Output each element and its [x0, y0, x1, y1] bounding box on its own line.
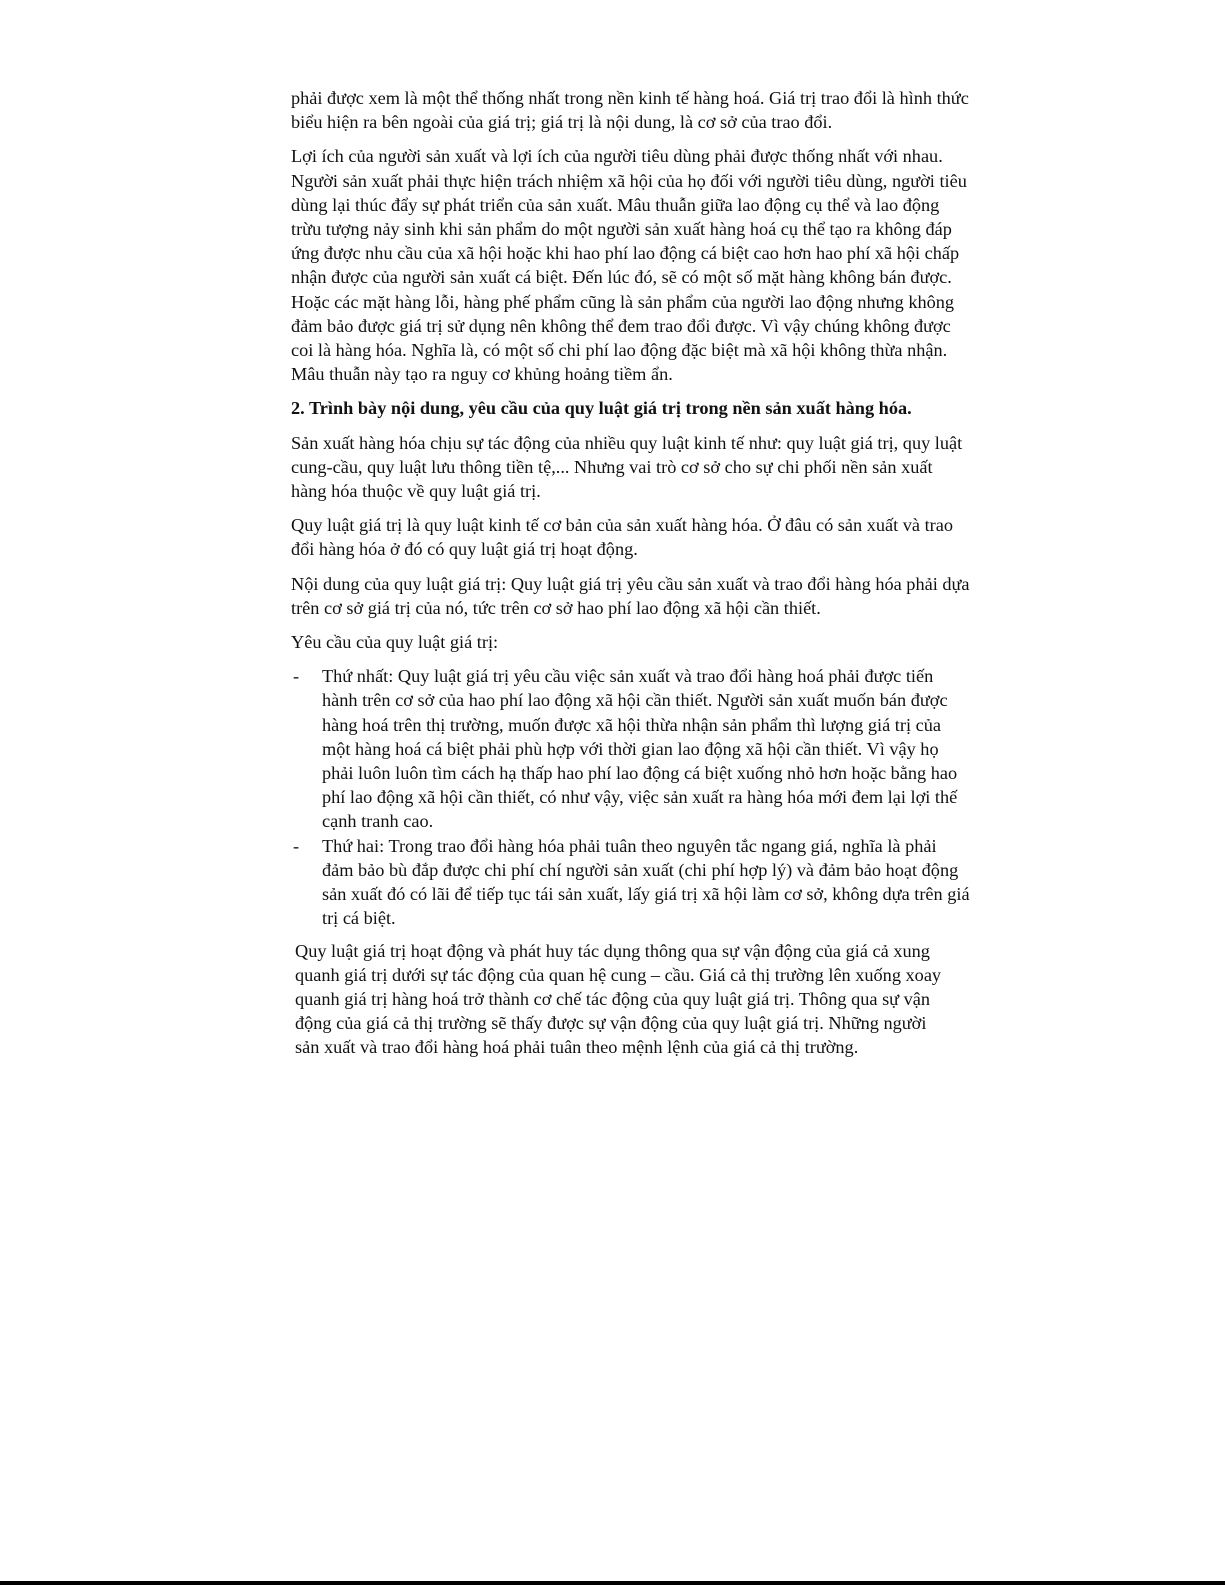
- list-item-text: Thứ nhất: Quy luật giá trị yêu cầu việc sản xuất và trao đổi hàng hoá phải được tiến hành trên cơ sở của hao phí lao động xã hội cần thiết. Người sản xuất muốn bán được hàng hoá trên thị trường, muốn được xã hội thừa nhận sản phẩm thì lượng giá trị của một hàng hoá cá biệt phải phù hợp với thời gian lao động xã hội cần thiết. Vì vậy họ phải luôn luôn tìm cách hạ thấp hao phí lao động cá biệt xuống nhỏ hơn hoặc bằng hao phí lao động xã hội cần thiết, có như vậy, việc sản xuất ra hàng hóa mới đem lại lợi thế cạnh tranh cao.: [322, 666, 958, 832]
- list-item: [291, 664, 971, 833]
- page-bottom-border: [0, 1581, 1225, 1585]
- paragraph-price-movement: Quy luật giá trị hoạt động và phát huy tác dụng thông qua sự vận động của giá cả xung quanh giá trị dưới sự tác động của quan hệ cung – cầu. Giá cả thị trường lên xuống xoay quanh giá trị hàng hoá trở thành cơ chế tác động của quy luật giá trị. Thông qua sự vận động của giá cả thị trường sẽ thấy được sự vận động của quy luật giá trị. Những người sản xuất và trao đổi hàng hoá phải tuân theo mệnh lệnh của giá cả thị trường.: [295, 940, 942, 1058]
- list-item: [291, 834, 971, 931]
- section-heading: 2. Trình bày nội dung, yêu cầu của quy luật giá trị trong nền sản xuất hàng hóa.: [291, 398, 912, 419]
- requirements-list: [291, 664, 971, 930]
- list-item-text: Thứ hai: Trong trao đổi hàng hóa phải tuân theo nguyên tắc ngang giá, nghĩa là phải đảm bảo bù đắp được chi phí chí người sản xuất (chi phí hợp lý) và đảm bảo hoạt động sản xuất đó có lãi để tiếp tục tái sản xuất, lấy giá trị xã hội làm cơ sở, không dựa trên giá trị cá biệt.: [322, 835, 970, 929]
- paragraph-economic-laws: Sản xuất hàng hóa chịu sự tác động của nhiều quy luật kinh tế như: quy luật giá trị, quy luật cung-cầu, quy luật lưu thông tiền tệ,... Nhưng vai trò cơ sở cho sự chi phối nền sản xuất hàng hóa thuộc về quy luật giá trị.: [291, 432, 963, 502]
- bullet-marker: -: [293, 666, 300, 687]
- paragraph-interests: Lợi ích của người sản xuất và lợi ích của người tiêu dùng phải được thống nhất với nhau. Người sản xuất phải thực hiện trách nhiệm xã hội của họ đối với người tiêu dùng, người tiêu dùng lại thúc đẩy sự phát triển của sản xuất. Mâu thuẫn giữa lao động cụ thể và lao động trừu tượng nảy sinh khi sản phẩm do một người sản xuất hàng hoá cụ thể tạo ra không đáp ứng được nhu cầu của xã hội hoặc khi hao phí lao động cá biệt cao hơn hao phí xã hội chấp nhận được của người sản xuất cá biệt. Đến lúc đó, sẽ có một số mặt hàng không bán được. Hoặc các mặt hàng lỗi, hàng phế phẩm cũng là sản phẩm của người lao động nhưng không đảm bảo được giá trị sử dụng nên không thể đem trao đổi được. Vì vậy chúng không được coi là hàng hóa. Nghĩa là, có một số chi phí lao động đặc biệt mà xã hội không thừa nhận. Mâu thuẫn này tạo ra nguy cơ khủng hoảng tiềm ẩn.: [291, 146, 967, 385]
- bullet-marker: -: [293, 835, 300, 856]
- paragraph-value-exchange: phải được xem là một thể thống nhất trong nền kinh tế hàng hoá. Giá trị trao đổi là hình thức biểu hiện ra bên ngoài của giá trị; giá trị là nội dung, là cơ sở của trao đổi.: [291, 88, 969, 133]
- paragraph-basic-law: Quy luật giá trị là quy luật kinh tế cơ bản của sản xuất hàng hóa. Ở đâu có sản xuất và trao đổi hàng hóa ở đó có quy luật giá trị hoạt động.: [291, 515, 954, 560]
- document-page: [291, 86, 971, 1070]
- paragraph-law-content: Nội dung của quy luật giá trị: Quy luật giá trị yêu cầu sản xuất và trao đổi hàng hóa phải dựa trên cơ sở giá trị của nó, tức trên cơ sở hao phí lao động xã hội cần thiết.: [291, 573, 970, 618]
- paragraph-requirements-intro: Yêu cầu của quy luật giá trị:: [291, 632, 499, 653]
